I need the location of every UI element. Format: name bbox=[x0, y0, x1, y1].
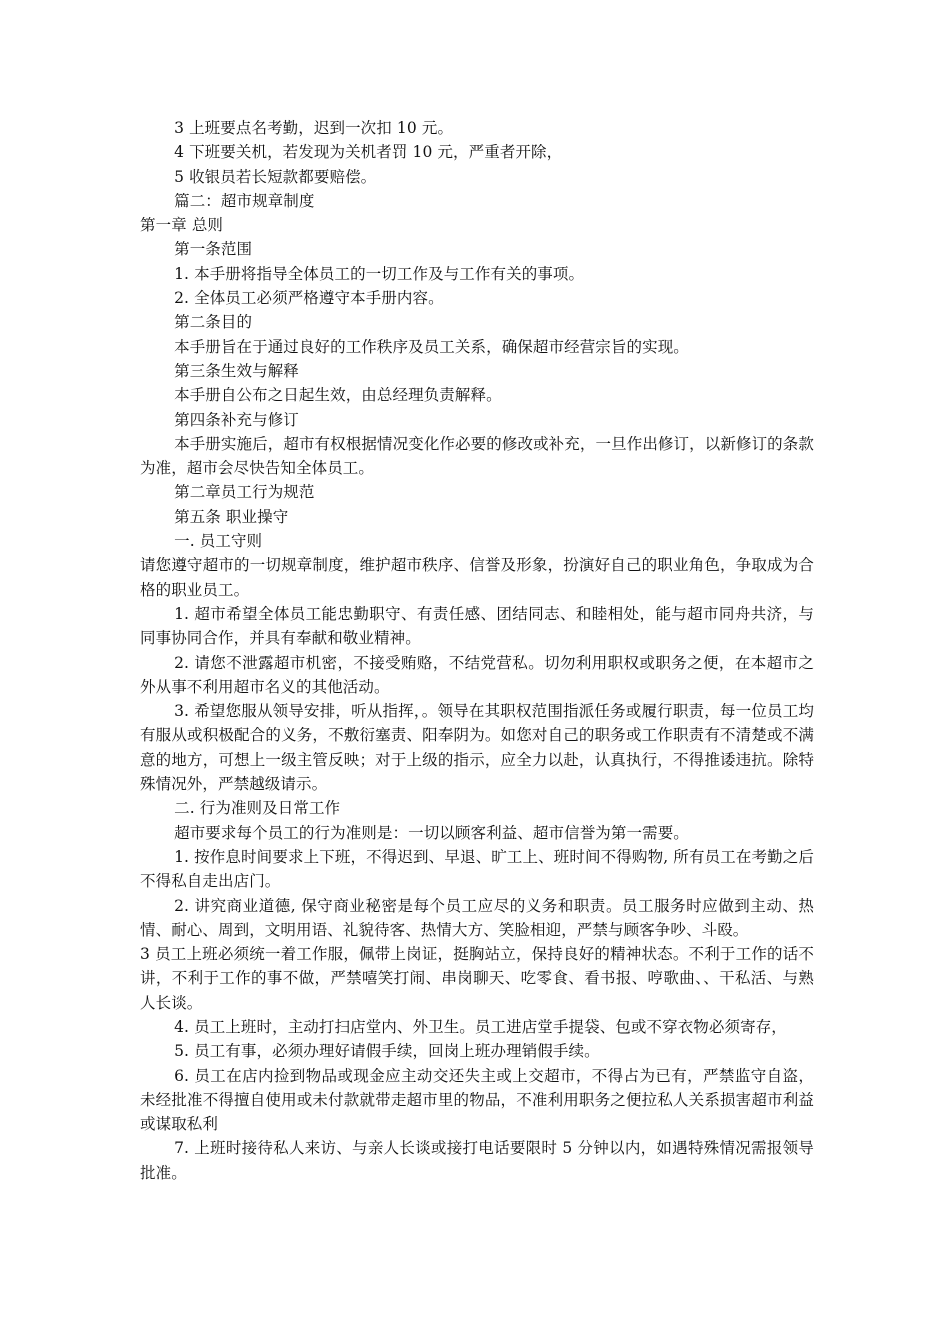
paragraph: 6. 员工在店内捡到物品或现金应主动交还失主或上交超市，不得占为已有，严禁监守自盗，未经批准不得擅自使用或未付款就带走超市里的物品，不准利用职务之便拉私人关系损害超市利益或谋取私利 bbox=[140, 1066, 814, 1134]
paragraph: 4. 员工上班时，主动打扫店堂内、外卫生。员工进店堂手提袋、包或不穿衣物必须寄存， bbox=[174, 1017, 787, 1036]
paragraph: 本手册自公布之日起生效，由总经理负责解释。 bbox=[174, 386, 502, 405]
paragraph: 7. 上班时接待私人来访、与亲人长谈或接打电话要限时 5 分钟以内，如遇特殊情况需报领导批准。 bbox=[140, 1139, 814, 1182]
paragraph: 二. 行为准则及日常工作 bbox=[174, 799, 341, 818]
paragraph: 2. 请您不泄露超市机密，不接受贿赂，不结党营私。切勿利用职权或职务之便，在本超市之外从事不利用超市名义的其他活动。 bbox=[140, 653, 814, 696]
paragraph: 5. 员工有事，必须办理好请假手续，回岗上班办理销假手续。 bbox=[174, 1042, 600, 1061]
paragraph: 2. 全体员工必须严格遵守本手册内容。 bbox=[174, 289, 444, 308]
paragraph: 篇二：超市规章制度 bbox=[174, 191, 315, 210]
paragraph: 1. 本手册将指导全体员工的一切工作及与工作有关的事项。 bbox=[174, 264, 585, 283]
paragraph: 第一条范围 bbox=[174, 240, 253, 259]
paragraph: 4 下班要关机，若发现为关机者罚 10 元，严重者开除， bbox=[174, 143, 563, 162]
paragraph: 2. 讲究商业道德, 保守商业秘密是每个员工应尽的义务和职责。员工服务时应做到主动、热情、耐心、周到，文明用语、礼貌待客、热情大方、笑脸相迎，严禁与顾客争吵、斗殴。 bbox=[140, 896, 814, 939]
paragraph: 第五条 职业操守 bbox=[174, 507, 289, 526]
paragraph: 本手册实施后，超市有权根据情况变化作必要的修改或补充，一旦作出修订，以新修订的条款为准，超市会尽快告知全体员工。 bbox=[140, 434, 814, 478]
paragraph: 3 员工上班必须统一着工作服，佩带上岗证，挺胸站立，保持良好的精神状态。不利于工作的话不讲，不利于工作的事不做，严禁嘻笑打闹、串岗聊天、吃零食、看书报、哼歌曲、、干私活、与熟人长谈。 bbox=[140, 945, 814, 1012]
paragraph: 第三条生效与解释 bbox=[174, 361, 299, 380]
paragraph: 1. 超市希望全体员工能忠勤职守、有责任感、团结同志、和睦相处，能与超市同舟共济，与同事协同合作，并具有奉献和敬业精神。 bbox=[140, 604, 814, 648]
paragraph: 1. 按作息时间要求上下班，不得迟到、早退、旷工上、班时间不得购物, 所有员工在考勤之后不得私自走出店门。 bbox=[140, 847, 814, 891]
paragraph: 3. 希望您服从领导安排，听从指挥，。领导在其职权范围指派任务或履行职责，每一位员工均有服从或积极配合的义务，不敷衍塞责、阳奉阴为。如您对自己的职务或工作职责有不清楚或不满意的地方，可想上一级主管反映；对于上级的指示，应全力以赴，认真执行，不得推诿违抗。除特殊情况外，严禁越级请示。 bbox=[140, 702, 814, 794]
document-body bbox=[140, 116, 814, 1185]
paragraph: 超市要求每个员工的行为准则是：一切以顾客利益、超市信誉为第一需要。 bbox=[174, 823, 689, 842]
paragraph: 本手册旨在于通过良好的工作秩序及员工关系，确保超市经营宗旨的实现。 bbox=[174, 337, 689, 356]
paragraph: 一. 员工守则 bbox=[174, 532, 263, 551]
paragraph: 5 收银员若长短款都要赔偿。 bbox=[174, 167, 377, 186]
paragraph: 第一章 总则 bbox=[140, 216, 224, 235]
paragraph: 第二章员工行为规范 bbox=[174, 483, 315, 502]
paragraph: 第四条补充与修订 bbox=[174, 410, 299, 429]
paragraph: 请您遵守超市的一切规章制度，维护超市秩序、信誉及形象，扮演好自己的职业角色，争取成为合格的职业员工。 bbox=[140, 556, 814, 599]
paragraph: 第二条目的 bbox=[174, 313, 253, 332]
paragraph: 3 上班要点名考勤，迟到一次扣 10 元。 bbox=[174, 119, 454, 137]
